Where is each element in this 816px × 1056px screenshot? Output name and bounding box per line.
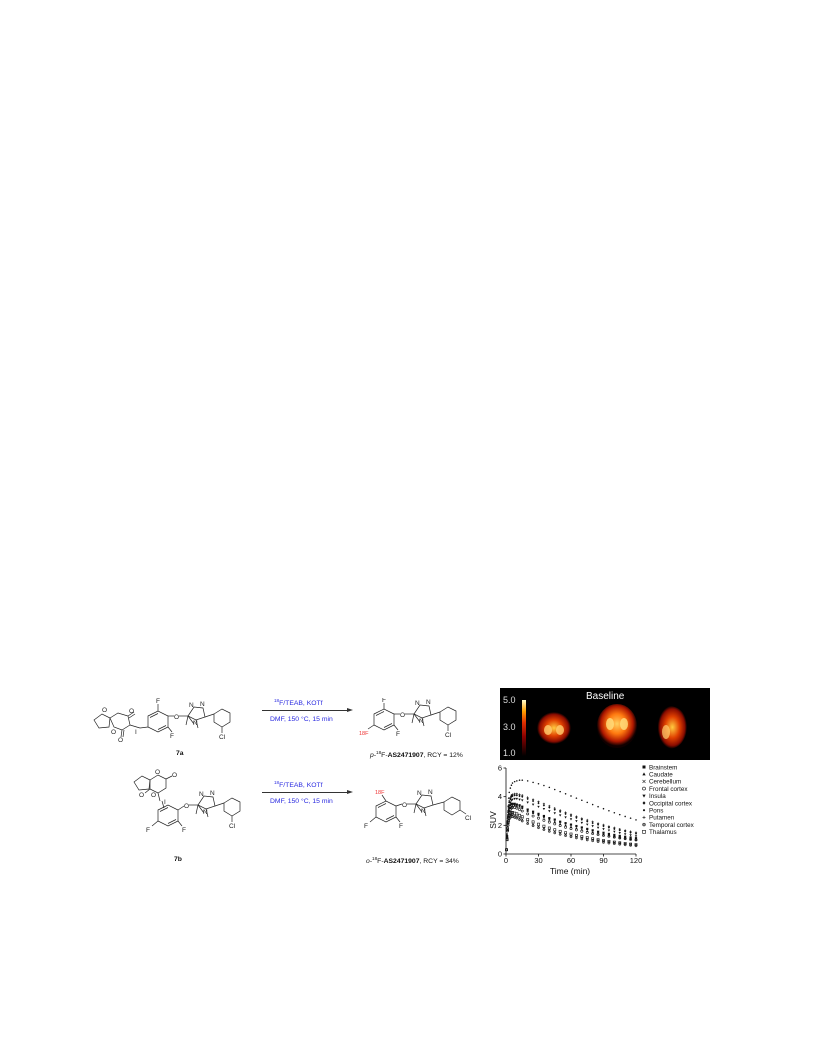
series-frontal-cortex [505,806,637,850]
data-point [564,816,566,818]
atom-n: N [421,808,426,815]
y-axis-label: SUV [488,811,498,829]
legend-marker [642,772,645,775]
atom-o: O [402,802,408,809]
x-tick-label: 60 [566,856,576,865]
data-point [527,813,529,815]
data-point [559,791,561,793]
data-point [619,832,621,834]
data-point [514,793,516,795]
data-point [576,797,578,799]
data-point [521,820,523,822]
data-point [537,823,539,825]
data-point [518,799,520,801]
data-point [543,819,545,821]
data-point [554,832,556,834]
legend-label: Insula [649,793,666,801]
data-point [548,810,550,812]
data-point [554,829,556,831]
data-point [518,814,520,816]
legend-marker [643,830,646,833]
data-point [586,839,588,841]
data-point [586,824,588,826]
data-point [532,815,534,817]
pet-slice-sagittal [658,706,687,749]
legend-marker [643,801,646,805]
product-ortho-structure [358,788,490,848]
atom-cl: Cl [219,734,226,741]
atom-n: N [200,701,205,708]
atom-f: F [364,823,368,830]
compound-label-7b: 7b [174,856,182,863]
colorbar [522,700,526,756]
data-point [624,833,626,835]
atom-o: O [172,772,178,779]
colorbar-max-label: 5.0 [503,695,516,705]
atom-o: O [111,729,117,736]
data-point [575,815,577,817]
pet-slice-coronal [537,712,571,744]
data-point [575,820,577,822]
arrow-head [347,790,353,794]
data-point [581,817,583,819]
atom-f: F [396,731,400,738]
data-point [548,821,550,823]
atom-o: O [400,712,406,719]
series-putamen [505,793,637,851]
data-point [597,827,599,829]
pet-slice-axial [597,704,637,748]
legend-marker [643,823,646,826]
data-point [532,825,534,827]
x-tick-label: 120 [629,856,643,865]
atom-cl: Cl [229,823,236,830]
colorbar-mid-label: 3.0 [503,722,516,732]
data-point [527,823,529,825]
legend-marker [642,795,645,798]
data-point [537,801,539,803]
atom-o: O [139,792,145,799]
atom-n: N [419,718,424,725]
data-point [603,808,605,810]
data-point [554,807,556,809]
reaction-arrow [262,792,348,793]
data-point [543,825,545,827]
atom-o: O [129,708,135,715]
atom-o: O [155,769,161,776]
legend-label: Frontal cortex [649,785,688,793]
atom-f: F [182,827,186,834]
data-point [532,821,534,823]
data-point [511,803,513,805]
data-point [581,826,583,828]
data-point [559,821,561,823]
data-point [521,816,523,818]
data-point [516,798,518,800]
data-point [527,796,529,798]
data-point [527,780,529,782]
data-point [602,828,604,830]
reaction-arrow [262,710,348,711]
data-point [537,827,539,829]
atom-cl: Cl [465,815,472,822]
data-point [564,826,566,828]
tac-chart [486,762,710,882]
atom-n: N [415,700,420,707]
atom-n: N [203,809,208,816]
atom-i: I [135,729,137,736]
data-point [635,819,637,821]
pet-title: Baseline [586,691,625,702]
data-point [564,811,566,813]
data-point [559,814,561,816]
data-point [586,828,588,830]
legend-marker [643,809,645,811]
y-tick-label: 6 [497,763,502,773]
atom-f18: 18F [359,731,369,737]
data-point [516,807,518,809]
atom-o: O [174,714,180,721]
series-thalamus [505,811,637,850]
data-point [575,825,577,827]
x-tick-label: 0 [503,856,509,865]
conditions-label: DMF, 150 °C, 15 min [270,716,333,723]
data-point [514,816,516,818]
data-point [513,798,515,800]
data-point [548,830,550,832]
data-point [507,830,509,832]
data-point [506,839,508,841]
data-point [543,808,545,810]
data-point [570,795,572,797]
tac-chart-svg [486,762,710,882]
data-point [516,817,518,819]
x-axis-label: Time (min) [549,866,591,876]
data-point [518,808,520,810]
data-point [575,837,577,839]
atom-o: O [102,707,108,714]
data-point [614,812,616,814]
data-point [570,818,572,820]
legend-label: Occipital cortex [649,800,693,808]
pet-images [500,688,710,760]
legend-label: Brainstem [649,764,678,772]
data-point [527,819,529,821]
data-point [570,828,572,830]
data-point [581,838,583,840]
atom-f: F [156,698,160,705]
atom-n: N [426,699,431,706]
data-point [564,835,566,837]
data-point [592,821,594,823]
data-point [570,813,572,815]
data-point [521,799,523,801]
data-point [564,822,566,824]
legend-label: Temporal cortex [649,821,694,829]
data-point [518,819,520,821]
product-label-ortho: o-$^{18}$F-AS2471907, RCY = 34% [366,856,459,865]
data-point [511,816,513,818]
data-point [505,849,507,851]
atom-n: N [428,789,433,796]
atom-n: N [199,791,204,798]
atom-o: O [118,737,124,744]
data-point [592,829,594,831]
data-point [549,787,551,789]
data-point [512,782,514,784]
legend-marker [643,766,646,769]
data-point [510,787,512,789]
data-point [521,779,523,781]
compound-label-7a: 7a [176,750,184,757]
figure [88,684,710,880]
x-tick-label: 30 [534,856,543,865]
atom-n: N [193,720,198,727]
data-point [592,804,594,806]
data-point [532,782,534,784]
atom-f: F [399,823,403,830]
atom-o: O [151,792,157,799]
data-point [559,809,561,811]
data-point [570,824,572,826]
data-point [543,803,545,805]
atom-cl: Cl [445,732,452,739]
y-tick-label: 4 [497,792,502,802]
data-point [514,781,516,783]
data-point [548,827,550,829]
data-point [581,822,583,824]
atom-o: O [184,803,190,810]
data-point [521,810,523,812]
atom-n: N [417,790,422,797]
product-label-para: p-$^{18}$F-AS2471907, RCY = 12% [370,750,463,759]
data-point [516,780,518,782]
data-point [526,802,528,804]
data-point [613,831,615,833]
atom-f: F [170,733,174,740]
data-point [508,792,510,794]
data-point [537,817,539,819]
chart-marks [505,779,637,851]
y-tick-label: 0 [497,849,502,859]
data-point [537,806,539,808]
legend-marker [643,780,646,783]
chart-legend [642,764,694,836]
arrow-head [347,708,353,712]
data-point [518,793,520,795]
atom-f18: 18F [375,790,385,796]
product-para-structure [358,698,486,746]
data-point [516,793,518,795]
precursor-7a-structure [88,698,248,746]
data-point [630,817,632,819]
y-tick-label: 2 [497,820,502,830]
data-point [597,806,599,808]
data-point [575,829,577,831]
data-point [559,833,561,835]
atom-i: I [164,799,166,806]
legend-marker [643,787,646,790]
data-point [635,835,637,837]
data-point [543,829,545,831]
pet-image-panel [500,688,710,760]
data-point [554,812,556,814]
data-point [521,794,523,796]
data-point [507,824,509,826]
legend-marker [643,816,646,819]
data-point [619,843,621,845]
reagent-label: $^{18}$F/TEAB, KOTf [274,698,323,707]
data-point [624,816,626,818]
data-point [608,810,610,812]
data-point [554,789,556,791]
atom-f: F [382,698,386,704]
data-point [619,814,621,816]
data-point [570,836,572,838]
atom-n: N [210,790,215,797]
legend-label: Caudate [649,771,673,779]
legend-label: Cerebellum [649,778,682,786]
data-point [581,799,583,801]
data-point [548,805,550,807]
data-point [559,825,561,827]
atom-n: N [189,702,194,709]
data-point [586,819,588,821]
data-point [543,785,545,787]
data-point [597,822,599,824]
data-point [538,783,540,785]
data-point [519,779,521,781]
reagent-label: $^{18}$F/TEAB, KOTf [274,780,323,789]
data-point [608,829,610,831]
data-point [565,793,567,795]
data-point [532,804,534,806]
colorbar-min-label: 1.0 [503,748,516,758]
legend-label: Pons [649,807,664,815]
legend-label: Thalamus [649,829,677,837]
data-point [554,823,556,825]
precursor-7b-structure [88,768,248,854]
data-point [554,820,556,822]
data-point [511,784,513,786]
data-point [586,802,588,804]
series-occipital-cortex [505,794,637,851]
data-point [532,798,534,800]
atom-f: F [146,827,150,834]
data-point [591,825,593,827]
x-tick-label: 90 [599,856,608,865]
legend-label: Putamen [649,814,675,822]
conditions-label: DMF, 150 °C, 15 min [270,798,333,805]
data-point [554,819,556,821]
data-point [629,834,631,836]
